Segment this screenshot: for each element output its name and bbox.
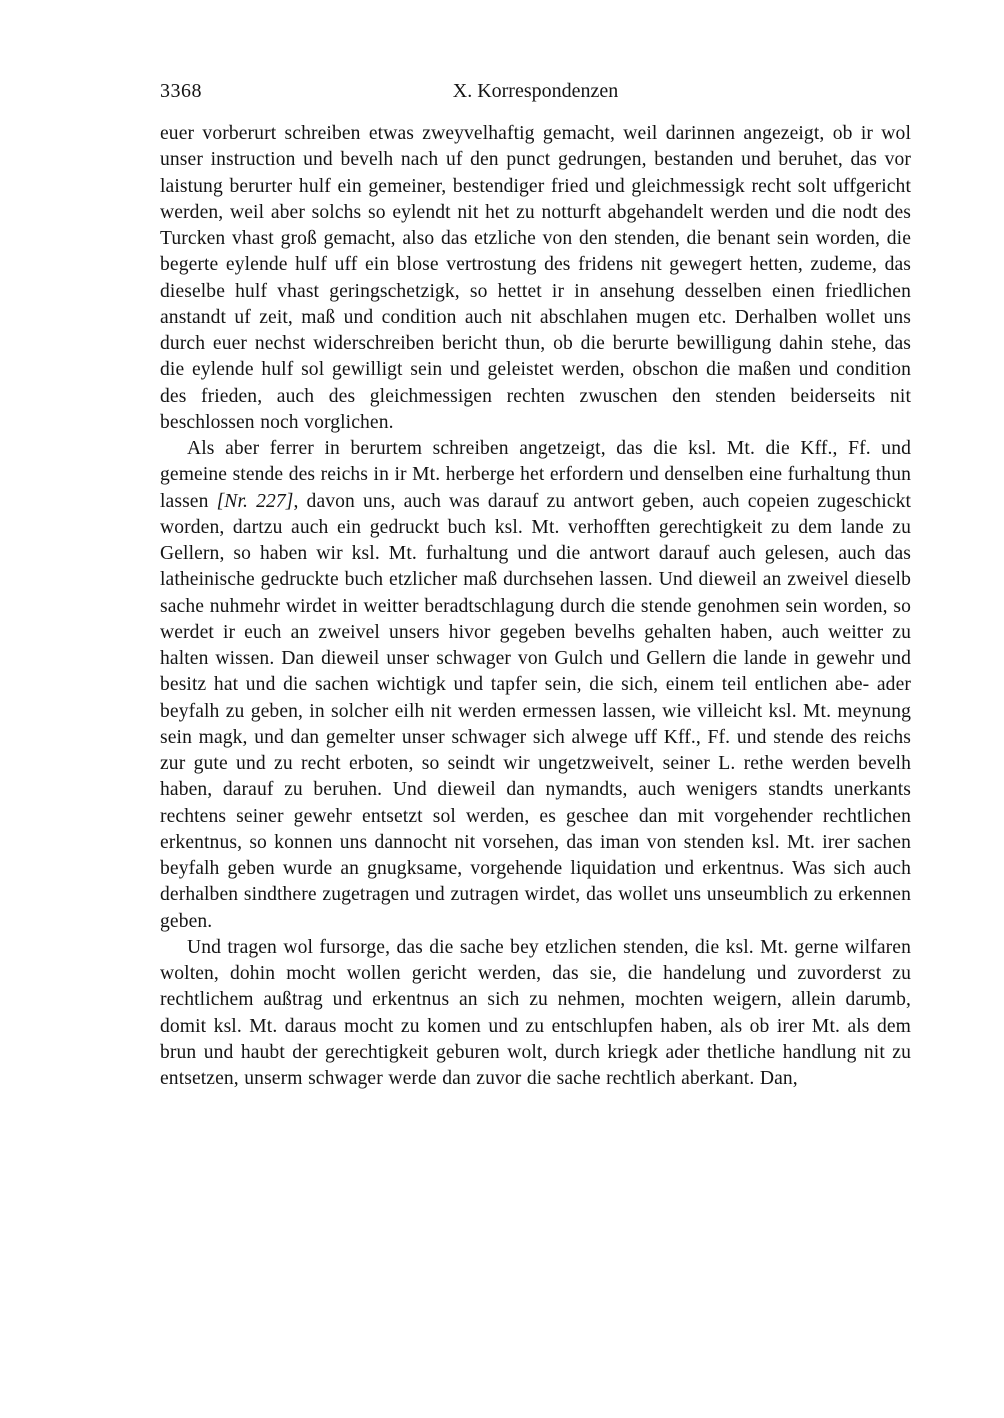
document-reference: [Nr. 227] — [216, 490, 294, 512]
paragraph-2-part-2: , davon uns, auch was darauf zu antwort geben, auch copeien zugeschickt worden, dartzu auch ein gedruckt buch ksl. Mt. verhofften gerechtigkeit zu dem lande zu Gellern, so haben wir ksl. Mt. furhaltung und die antwort darauf auch gelesen, auch das latheinische gedruckte buch etzlicher maß durchsehen lassen. Und dieweil an zweivel dieselb sache nuhmehr wirdet in weitter beradtschlagung durch die stende genohmen sein worden, so werdet ir euch an zweivel unsers hivor gegeben bevelhs gehalten haben, auch weitter zu halten wissen. Dan dieweil unser schwager von Gulch und Gellern die lande in gewehr und besitz hat und die sachen wichtigk und tapfer sein, die sich, einem teil entlichen abe- ader beyfalh zu geben, in solcher eilh nit werden ermessen lassen, wie villeicht ksl. Mt. meynung sein magk, und dan gemelter unser schwager sich alwege uff Kff., Ff. und stende des reichs zur gute und zu recht erboten, so seindt wir ungetzweivelt, seiner L. rethe werden bevelh haben, darauf zu beruhen. Und dieweil dan nymandts, auch wenigers standts unerkants rechtens seiner gewehr entsetzt sol werden, es geschee dan mit vorgehender rechtlichen erkentnus, so konnen uns dannocht nit vorsehen, das iman von stenden ksl. Mt. irer sachen beyfalh geben wurde an gnugksame, vorgehende liquidation und erkentnus. Was sich auch derhalben sindthere zugetragen und zutragen wirdet, das wollet uns unseumblich zu erkennen geben. — [160, 490, 912, 932]
paragraph-2-part-1: Als aber ferrer in berurtem schreiben angetzeigt, das die ksl. Mt. die Kff., Ff. und gemeine stende des reichs in ir Mt. herberge het erfordern und denselben eine furhaltung thun lassen — [160, 438, 911, 512]
paragraph-1: euer vorberurt schreiben etwas zweyvelhaftig gemacht, weil darinnen angezeigt, ob ir wol unser instruction und bevelh nach uf den punct gedrungen, bestanden und beruhet, das vor laistung berurter hulf ein gemeiner, bestendiger fried und gleichmessigk recht solt uffgericht werden, weil aber solchs so eylendt nit het zu notturft abgehandelt werden und die nodt des Turcken vhast groß gemacht, also das etzliche von den stenden, die benant sein worden, die begerte eylende hulf uff ein blose vertrostung des fridens nit gewegert hetten, zudeme, das dieselbe hulf vhast geringschetzigk, so hettet ir in ansehung desselben einen friedlichen anstandt uf zeit, maß und condition auch nit abschlahen mugen etc. Derhalben wollet uns durch euer nechst widerschreiben bericht thun, ob die berurte bewilligung dahin stehe, das die eylende hulf sol gewilligt sein und geleistet werden, obschon die maßen und condition des frieden, auch des gleichmessigen rechten zwuschen den stenden beiderseits nit beschlossen noch vorglichen. — [160, 123, 911, 433]
body-text — [160, 121, 911, 1092]
paragraph-3: Und tragen wol fursorge, das die sache bey etzlichen stenden, die ksl. Mt. gerne wilfaren wolten, dohin mocht wollen gericht werden, das sie, die handelung und zuvorderst zu rechtlichem außtrag und erkentnus an sich zu nehmen, mochten weigern, allein darumb, domit ksl. Mt. daraus mocht zu komen und zu entschlupfen haben, als ob irer Mt. als dem brun und haubt der gerechtigkeit geburen wolt, durch kriegk ader thetliche handlung nit zu entsetzen, unserm schwager werde dan zuvor die sache rechtlich aberkant. Dan, — [160, 936, 911, 1089]
chapter-title: X. Korrespondenzen — [452, 80, 619, 102]
page-number: 3368 — [160, 80, 202, 102]
paragraph-2 — [160, 436, 911, 935]
text-block — [160, 78, 911, 1092]
running-header — [160, 78, 911, 104]
